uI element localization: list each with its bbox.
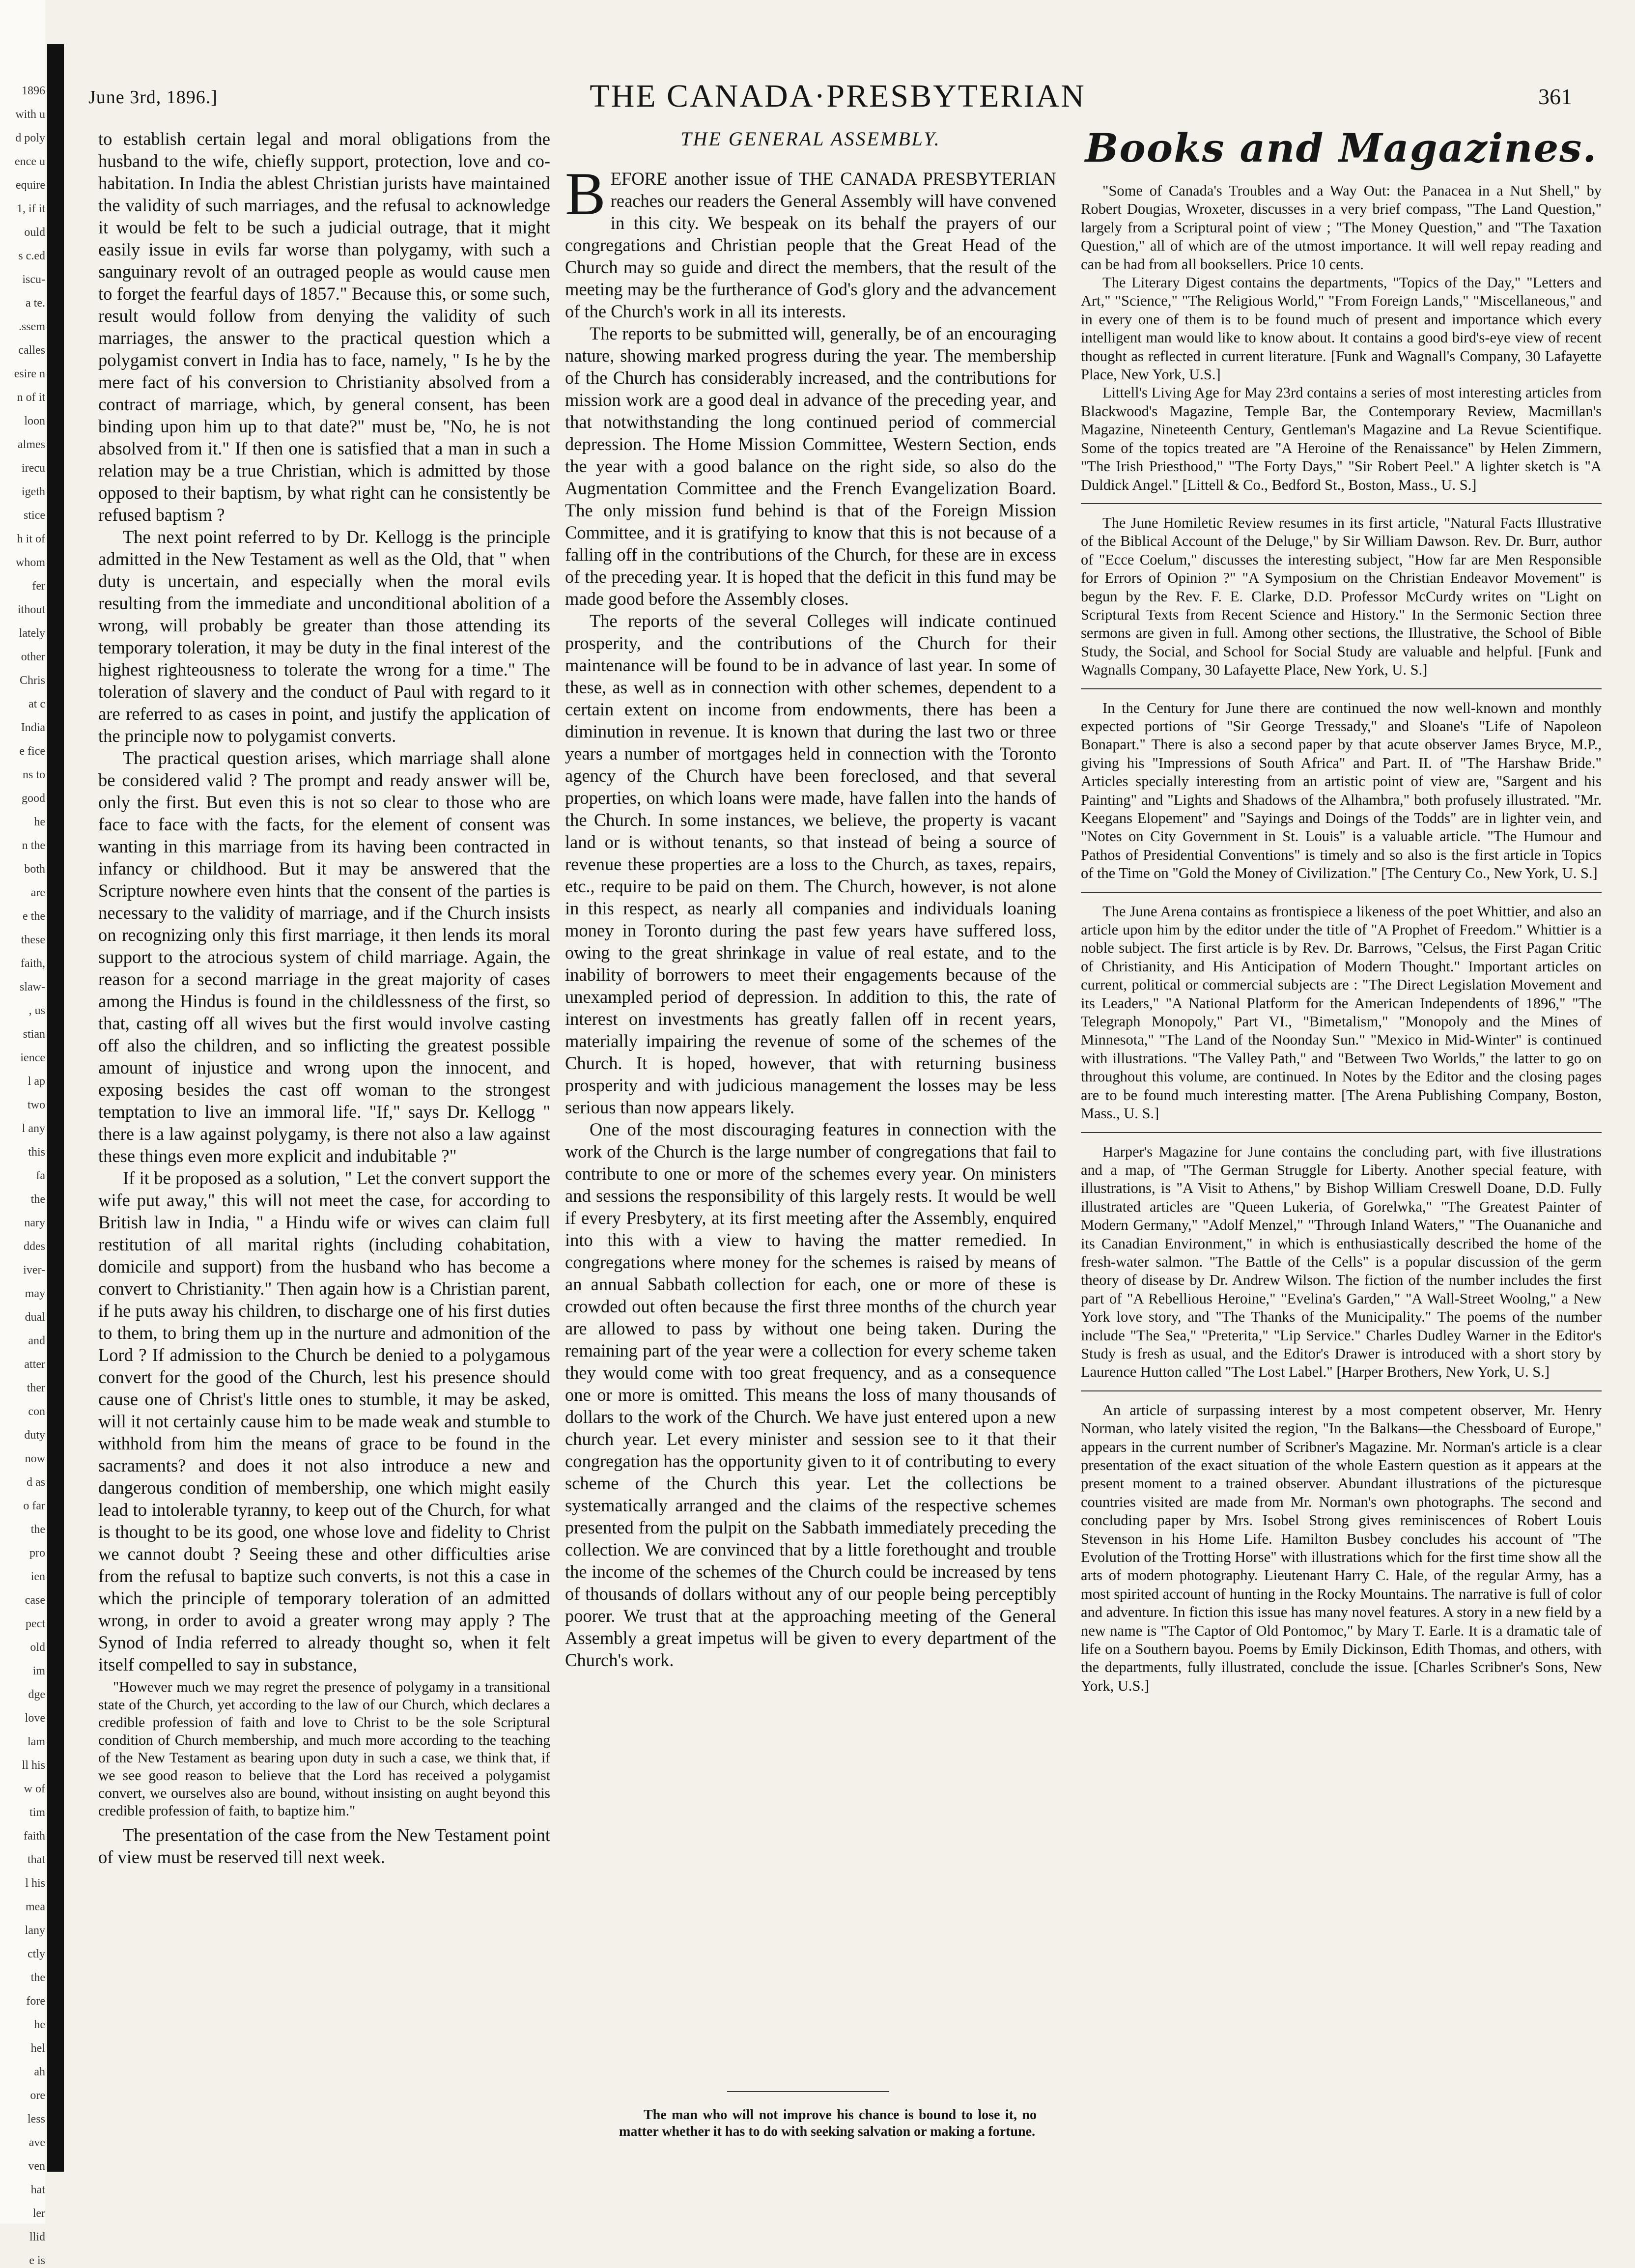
gutter-fragment: that bbox=[28, 1853, 45, 1866]
gutter-fragment: ah bbox=[34, 2066, 45, 2078]
gutter-fragment: d as bbox=[27, 1476, 45, 1489]
gutter-fragment: o far bbox=[23, 1500, 45, 1512]
publication-title: THE CANADA·PRESBYTERIAN bbox=[590, 78, 1086, 114]
gutter-fragment: d poly bbox=[15, 132, 45, 144]
gutter-fragment: lam bbox=[28, 1735, 45, 1748]
gutter-fragment: pect bbox=[26, 1617, 45, 1630]
gutter-fragment: esire n bbox=[14, 368, 45, 380]
col2-first-paragraph-text: EFORE another issue of THE CANADA PRESBYTERIAN reaches our readers the General Assembly will have convened in this city. We bespeak on its behalf the prayers of our congregations and Christian people that the Great Head of the Church may so guide and direct the members, that the result of the meeting may be the furtherance of God's glory and the advancement of the Church's work in all its interests. bbox=[565, 169, 1056, 321]
review-item: Harper's Magazine for June contains the concluding part, with five illustrations and a map, of "The German Struggle for Liberty. Another special feature, with illustrations, is "A Visit to Athens," by Bishop William Creswell Doane, D.D. Fully illustrated articles are "Queen Lukeria, of Gorelwka," "The Greatest Painter of Modern Germany," "Adolf Menzel," "Through Inland Waters," "The Ouananiche and its Canadian Environment," in which is enthusiastically described the home of the fresh-water salmon. "The Battle of the Cells" is a popular discussion of the germ theory of disease by Dr. Andrew Wilson. The fiction of the number includes the first part of "A Rebellious Heroine," "Evelina's Garden," "A Wall-Street Woolng," a New York love story, and "The Thanks of the Municipality." The poems of the number include "The Sea," "Preterita," "Lip Service." Charles Dudley Warner in the Editor's Study is fresh as usual, and the Editor's Drawer is introduced with a short story by Laurence Hutton called "The Lost Label." [Harper Brothers, New York, U. S.] bbox=[1081, 1143, 1602, 1381]
gutter-fragment: both bbox=[24, 863, 45, 876]
gutter-fragment: w of bbox=[24, 1783, 45, 1795]
gutter-fragment: dual bbox=[25, 1311, 45, 1324]
gutter-fragment: ven bbox=[28, 2160, 45, 2173]
gutter-fragment: ler bbox=[32, 2207, 45, 2220]
gutter-fragment: Chris bbox=[19, 674, 45, 687]
gutter-fragment: calles bbox=[18, 344, 45, 357]
gutter-fragment: hel bbox=[30, 2042, 45, 2055]
gutter-fragment: nary bbox=[24, 1217, 45, 1229]
gutter-fragment: ll his bbox=[22, 1759, 45, 1772]
col2-paragraph: The reports of the several Colleges will indicate continued prosperity, and the contributions of the Church for their maintenance will be found to be in advance of last year. In some of these, as well as in connection with other schemes, dependent to a certain extent on income from endowments, there has been a diminution in revenue. It is known that during the last two or three years a number of mortgages held in connection with the Toronto agency of the Church have been foreclosed, and that several properties, on which loans were made, have fallen into the hands of the Church. In some instances, we believe, the property is vacant land or is without tenants, so that instead of being a source of revenue these properties are a loss to the Church, as taxes, repairs, etc., require to be paid on them. The Church, however, is not alone in this respect, as nearly all companies and individuals loaning money in Toronto during the past few years have suffered loss, owing to the great shrinkage in value of real estate, and to the inability of borrowers to meet their engagements because of the unexampled period of depression. In addition to this, the rate of interest on investments has greatly fallen off in recent years, materially impairing the revenue of some of the schemes of the Church. It is hoped, however, that with returning business prosperity and with judicious management the losses may be less serious than now appears likely. bbox=[565, 611, 1056, 1117]
page-number: 361 bbox=[1538, 84, 1572, 109]
gutter-fragment: the bbox=[30, 1971, 45, 1984]
gutter-fragment: loon bbox=[24, 415, 45, 427]
gutter-fragment: ddes bbox=[24, 1240, 45, 1253]
section-title: Books and Magazines. bbox=[1085, 125, 1598, 171]
gutter-fragment: stian bbox=[23, 1028, 45, 1041]
gutter-fragment: the bbox=[30, 1193, 45, 1206]
gutter-fragment: .ssem bbox=[19, 320, 45, 333]
gutter-fragment: fer bbox=[32, 580, 45, 593]
gutter-fragment: l any bbox=[22, 1122, 45, 1135]
gutter-fragment: ave bbox=[28, 2136, 45, 2149]
gutter-fragment: l his bbox=[25, 1877, 45, 1890]
col2-paragraph: The reports to be submitted will, generally, be of an encouraging nature, showing marked progress during the year. The membership of the Church has considerably increased, and the contributions for mission work are a good deal in advance of the preceding year, and that notwithstanding the long continued period of commercial depression. The Home Mission Committee, Western Section, ends the year with a good balance on the right side, so also do the Augmentation Committee and the French Evangelization Board. The only mission fund behind is that of the Foreign Mission Committee, and it is gratifying to know that this is not because of a falling off in the contributions of the Church, for these are in excess of the preceding year. It is hoped that the deficit in this fund may be made good before the Assembly closes. bbox=[565, 323, 1056, 609]
col2-paragraph: One of the most discouraging features in connection with the work of the Church is the large number of congregations that fail to contribute to one or more of the schemes every year. On ministers and sessions the responsibility of this largely rests. It would be well if every Presbytery, at its first meeting after the Assembly, enquired into this with a view to having the matter remedied. In congregations where money for the schemes is raised by means of an annual Sabbath collection for each, one or more of these is crowded out often because the first three months of the church year are allowed to pass by without one being taken. During the remaining part of the year were a collection for every scheme taken they would come with too great frequency, and as a consequence one or more is omitted. This means the loss of many thousands of dollars to the work of the Church. We have just entered upon a new church year. Let every minister and session see to it that their congregation has the opportunity given to it of contributing to every scheme of the Church this year. Let the collections be systematically arranged and the claims of the respective schemes presented from the pulpit on the Sabbath immediately preceding the collection. We are convinced that by a little forethought and trouble the income of the schemes of the Church could be increased by tens of thousands of dollars without any of our people being perceptibly poorer. We trust that at the approaching meeting of the General Assembly a great impetus will be given to every department of the Church's work. bbox=[565, 1119, 1056, 1670]
gutter-fragment: 1, if it bbox=[17, 202, 45, 215]
gutter-fragment: this bbox=[28, 1146, 45, 1159]
gutter-fragment: fore bbox=[26, 1995, 45, 2008]
review-item: The Literary Digest contains the departments, "Topics of the Day," "Letters and Art," "Science," "The Religious World," "From Foreign Lands," "Miscellaneous," and in every one of them is to be found much of present and importance which every intelligent man would like to know about. It contains a good bird's-eye view of recent thought as reflected in current literature. [Funk and Wagnall's Company, 30 Lafayette Place, New York, U.S.] bbox=[1081, 274, 1602, 383]
gutter-fragment: irecu bbox=[22, 462, 45, 475]
gutter-fragment: he bbox=[34, 2018, 45, 2031]
gutter-fragment: con bbox=[28, 1405, 45, 1418]
review-divider bbox=[1081, 892, 1602, 893]
gutter-fragment: e is bbox=[29, 2254, 45, 2267]
gutter-fragment: slaw- bbox=[20, 981, 45, 993]
gutter-fragment: he bbox=[34, 816, 45, 828]
gutter-fragment: old bbox=[30, 1641, 45, 1654]
gutter-fragment: n of it bbox=[17, 391, 45, 404]
gutter-fragment: ctly bbox=[28, 1948, 45, 1960]
col1-paragraph: If it be proposed as a solution, " Let the convert support the wife put away," this will not meet the case, for according to British law in India, " a Hindu wife or wives can claim full restitution of all marital rights (including cohabitation, domicile and support) from the husband who has become a convert to Christianity." Then again how is a Christian parent, if he puts away his children, to discharge one of his first duties to them, to bring them up in the nurture and admonition of the Lord ? If admission to the Church be denied to a polygamous convert for the good of the Church, lest his presence should cause one of Christ's little ones to stumble, it may be asked, will it not certainly cause him to be made weak and stumble to withhold from him the means of grace to be found in the sacraments? and does it not also introduce a new and dangerous condition of membership, one which might easily lead to intolerable tyranny, to keep out of the Church, for what is thought to be its good, one whose love and fidelity to Christ we cannot doubt ? Seeing these and other difficulties arise from the refusal to baptize such converts, is not this a case in which the principle of temporary toleration of an admitted wrong, in order to avoid a greater wrong may apply ? The Synod of India referred to already thought so, when it felt itself compelled to say in substance, bbox=[98, 1168, 550, 1674]
gutter-fragment: two bbox=[28, 1099, 45, 1111]
gutter-fragment: ence u bbox=[15, 155, 45, 168]
gutter-fragment: mea bbox=[26, 1900, 45, 1913]
gutter-fragment: with u bbox=[15, 108, 45, 121]
gutter-fragment: ould bbox=[24, 226, 45, 239]
review-divider bbox=[1081, 1390, 1602, 1391]
gutter-fragment: fa bbox=[36, 1169, 45, 1182]
review-divider bbox=[1081, 688, 1602, 689]
gutter-fragment: equire bbox=[16, 179, 45, 192]
gutter-fragment: India bbox=[21, 721, 45, 734]
gutter-fragment: pro bbox=[29, 1547, 45, 1559]
gutter-fragment: e fice bbox=[19, 745, 45, 758]
gutter-fragment: ien bbox=[30, 1570, 45, 1583]
gutter-fragment: almes bbox=[18, 438, 45, 451]
gutter-fragment: igeth bbox=[22, 485, 45, 498]
gutter-fragment: n the bbox=[22, 839, 45, 852]
gutter-fragment: faith bbox=[24, 1830, 45, 1843]
gutter-fragment: llid bbox=[29, 2231, 45, 2243]
header-date: June 3rd, 1896.] bbox=[88, 87, 218, 108]
gutter-fragment: h it of bbox=[17, 533, 45, 545]
column-left bbox=[98, 128, 550, 1868]
review-item: Littell's Living Age for May 23rd contains a series of most interesting articles from Blackwood's Magazine, Temple Bar, the Contemporary Review, Macmillan's Magazine, Nineteenth Century, Gentleman's Magazine and La Revue Scientifique. Some of the topics treated are "A Heroine of the Renaissance" by Helen Zimmern, "The Irish Priesthood," "The Forty Days," "Sir Robert Peel." A lighter sketch is "A Duldick Angel." [Littell & Co., Bedford St., Boston, Mass., U. S.] bbox=[1081, 384, 1602, 493]
gutter-fragment: other bbox=[21, 651, 45, 663]
gutter-fragment: less bbox=[28, 2113, 45, 2126]
gutter-fragment: tim bbox=[29, 1806, 45, 1819]
article-title: THE GENERAL ASSEMBLY. bbox=[680, 128, 941, 150]
gutter-fragment: l ap bbox=[28, 1075, 45, 1088]
review-item: "Some of Canada's Troubles and a Way Out: the Panacea in a Nut Shell," by Robert Dougias, Wroxeter, discusses in a very brief compass, "The Land Question," largely from a Scriptural point of view ; "The Money Question," and "The Taxation Question," all of which are of the utmost importance. It will well repay reading and can be had from all booksellers. Price 10 cents. bbox=[1081, 182, 1602, 273]
page-header bbox=[74, 74, 1602, 113]
column-middle bbox=[565, 128, 1056, 1671]
gutter-fragment: now bbox=[25, 1452, 45, 1465]
gutter-fragment: e the bbox=[23, 910, 45, 923]
col2-first-paragraph bbox=[565, 160, 1056, 322]
column-right bbox=[1081, 125, 1602, 1695]
gutter-fragment: ience bbox=[20, 1051, 45, 1064]
gutter-fragment: s c.ed bbox=[18, 250, 45, 262]
col1-paragraph: The practical question arises, which marriage shall alone be considered valid ? The prompt and ready answer will be, only the first. But even this is not so clear to those who are face to face with the facts, for the element of consent was wanting in this marriage from its having been contracted in infancy or childhood. But it may be answered that the Scripture nowhere even hints that the consent of the parties is necessary to the validity of marriage, and if the Church insists on recognizing only this first marriage, it then lends its moral support to the atrocious system of child marriage. Again, the reason for a second marriage in the great majority of cases among the Hindus is found in the childlessness of the first, so that, casting off all wives but the first would involve casting off also the children, and so inflicting the greatest possible amount of injustice and wrong upon the innocent, and exposing besides the cast off woman to the strongest temptation to live an immoral life. "If," says Dr. Kellogg " there is a law against polygamy, is there not also a law against these things even more explicit and indubitable ?" bbox=[98, 748, 550, 1166]
gutter-fragment: iver- bbox=[23, 1264, 45, 1276]
gutter-fragment: duty bbox=[24, 1429, 45, 1442]
gutter-fragment: a te. bbox=[26, 297, 45, 310]
gutter-fragment: the bbox=[30, 1523, 45, 1536]
col1-paragraph: to establish certain legal and moral obligations from the husband to the wife, chiefly support, protection, love and co-habitation. In India the ablest Christian jurists have maintained the validity of such marriages, and the refusal to acknowledge it would be felt to be such a judicial outrage, that it might easily issue in evils far worse than polygamy, with such a sanguinary revolt of an outraged people as would cause men to forget the fearful days of 1857." Because this, or some such, result would follow from denying the validity of such marriages, the answer to the practical question which a polygamist convert in India has to face, namely, " Is he by the mere fact of his conversion to Christianity absolved from a contract of marriage, which, by general consent, has been binding upon him up to that date?" must be, "No, he is not absolved from it." If then one is satisfied that a man in such a relation may be a true Christian, which is admitted by those opposed to their baptism, by what right can he consistently be refused baptism ? bbox=[98, 129, 550, 525]
gutter-fragment: dge bbox=[28, 1688, 45, 1701]
col1-paragraph: The next point referred to by Dr. Kellogg is the principle admitted in the New Testament as well as the Old, that " when duty is uncertain, and especially when the moral evils resulting from the immediate and unconditional abolition of a wrong, will probably be greater than those attending its temporary toleration, it may be duty in the final interest of the highest righteousness to tolerate the wrong for a time." The toleration of slavery and the conduct of Paul with regard to it are referred to as cases in point, and justify the application of the principle now to polygamist converts. bbox=[98, 527, 550, 746]
gutter-fragment: stice bbox=[24, 509, 45, 522]
gutter-fragment: case bbox=[25, 1594, 45, 1607]
gutter-fragment: lany bbox=[25, 1924, 45, 1937]
gutter-fragment: im bbox=[32, 1665, 45, 1677]
footnote-divider bbox=[727, 2091, 889, 2092]
review-divider bbox=[1081, 1132, 1602, 1133]
gutter-fragment: hat bbox=[30, 2183, 45, 2196]
gutter-fragment: these bbox=[21, 934, 45, 946]
drop-cap: B bbox=[565, 160, 606, 227]
footnote: The man who will not improve his chance is bound to lose it, no matter whether it has to do with seeking salvation or making a fortune. bbox=[619, 2107, 1037, 2139]
gutter-fragment: ns to bbox=[22, 768, 45, 781]
gutter-fragment: ther bbox=[27, 1382, 45, 1394]
gutter-fragment: atter bbox=[24, 1358, 45, 1371]
gutter-fragment: , us bbox=[28, 1004, 45, 1017]
gutter-fragment: good bbox=[22, 792, 45, 805]
gutter-fragment: are bbox=[30, 886, 45, 899]
synod-quote: "However much we may regret the presence of polygamy in a transitional state of the Church, yet according to the law of our Church, which declares a credible profession of faith and love to Christ to be the sole Scriptural condition of Church membership, and much more according to the teaching of the New Testament as bearing upon duty in such a case, we think that, if we see good reason to believe that the Lord has received a polygamist convert, we ourselves also are bound, without insisting on aught beyond this credible profession of faith, to baptize him." bbox=[98, 1679, 550, 1819]
gutter-fragment: whom bbox=[16, 556, 45, 569]
review-divider bbox=[1081, 503, 1602, 504]
review-item: The June Homiletic Review resumes in its first article, "Natural Facts Illustrative of the Biblical Account of the Deluge," by Sir William Dawson. Rev. Dr. Burr, author of "Ecce Coelum," discusses the interesting subject, "How far are Men Responsible for Errors of Opinion ?" "A Symposium on the Christian Endeavor Movement" is begun by the Rev. F. E. Clarke, D.D. Professor McCurdy writes on "Light on Scriptural Texts from Recent Science and History." In the Sermonic Section three sermons are given in full. Among other sections, the Illustrative, the School of Bible Study, the Social, and School for Social Study are valuable and helpful. [Funk and Wagnalls Company, 30 Lafayette Place, New York, U. S.] bbox=[1081, 514, 1602, 679]
gutter-fragment: and bbox=[28, 1334, 45, 1347]
review-item: In the Century for June there are continued the now well-known and monthly expected portions of "Sir George Tressady," and Sloane's "Life of Napoleon Bonapart." There is also a second paper by that acute observer James Bryce, M.P., giving his "Impressions of South Africa" and Part. II. of "The Harshaw Bride." Articles specially interesting from an artistic point of view are, "Sargent and his Painting" and "Lights and Shadows of the Alhambra," both profusely illustrated. "Mr. Keegans Elopement" and "Sayings and Doings of the Todds" are in lighter vein, and "Notes on City Government in St. Louis" is a valuable article. "The Humour and Pathos of Presidential Conventions" is timely and so also is the first article in Topics of the Time on "Gold the Money of Civilization." [The Century Co., New York, U. S.] bbox=[1081, 699, 1602, 882]
gutter-fragment: 1896 bbox=[22, 85, 45, 97]
review-item: The June Arena contains as frontispiece a likeness of the poet Whittier, and also an article upon him by the editor under the title of "A Prophet of Freedom." Whittier is a noble subject. The first article is by Rev. Dr. Barrows, "Celsus, the First Pagan Critic of Christianity, and His Anticipation of Modern Thought." Important articles on current, political or commercial subjects are : "The Direct Legislation Movement and its Leaders," "A National Platform for the American Independents of 1896," "The Telegraph Monopoly," Part VI., "Bimetalism," "Monopoly and the Mines of Minnesota," "The Land of the Noonday Sun." "Mexico in Mid-Winter" is continued with illustrations. "The Valley Path," and "Between Two Worlds," the latter to go on throughout this volume, are continued. In Notes by the Editor and the closing pages are to be found much interesting matter. [The Arena Publishing Company, Boston, Mass., U. S.] bbox=[1081, 903, 1602, 1122]
gutter-fragment: lately bbox=[19, 627, 45, 640]
gutter-fragment: ithout bbox=[17, 603, 45, 616]
gutter-fragment: faith, bbox=[21, 957, 45, 970]
gutter-fragment: love bbox=[25, 1712, 45, 1725]
gutter-fragment: iscu- bbox=[22, 273, 45, 286]
gutter-fragment: at c bbox=[28, 698, 45, 710]
gutter-fragment: ore bbox=[30, 2089, 45, 2102]
gutter-fragment: may bbox=[25, 1287, 45, 1300]
binding-shadow bbox=[47, 44, 64, 2172]
col1-closing: The presentation of the case from the New Testament point of view must be reserved till next week. bbox=[98, 1825, 550, 1867]
review-item: An article of surpassing interest by a most competent observer, Mr. Henry Norman, who lately visited the region, "In the Balkans—the Chessboard of Europe," appears in the current number of Scribner's Magazine. Mr. Norman's article is a clear presentation of the exact situation of the whole Eastern question as it appears at the present moment to a trained observer. Abundant illustrations of the picturesque countries visited are made from Mr. Norman's own photographs. The second and concluding paper by Mrs. Isobel Strong gives reminiscences of Robert Louis Stevenson in his Home Life. Hamilton Busbey concludes his account of "The Evolution of the Trotting Horse" with illustrations which for the first time show all the arts of modern photography. Lieutenant Harry C. Hale, of the regular Army, has a most spirited account of hunting in the Rocky Mountains. The narrative is full of color and adventure. In fiction this issue has many novel features. A story in a new field by a new name is "The Captor of Old Pontomoc," by Mary T. Earle. It is a dramatic tale of life on a Southern bayou. Poems by Emily Dickinson, Edith Thomas, and others, with the departments, fully illustrated, conclude the issue. [Charles Scribner's Sons, New York, U.S.] bbox=[1081, 1401, 1602, 1694]
